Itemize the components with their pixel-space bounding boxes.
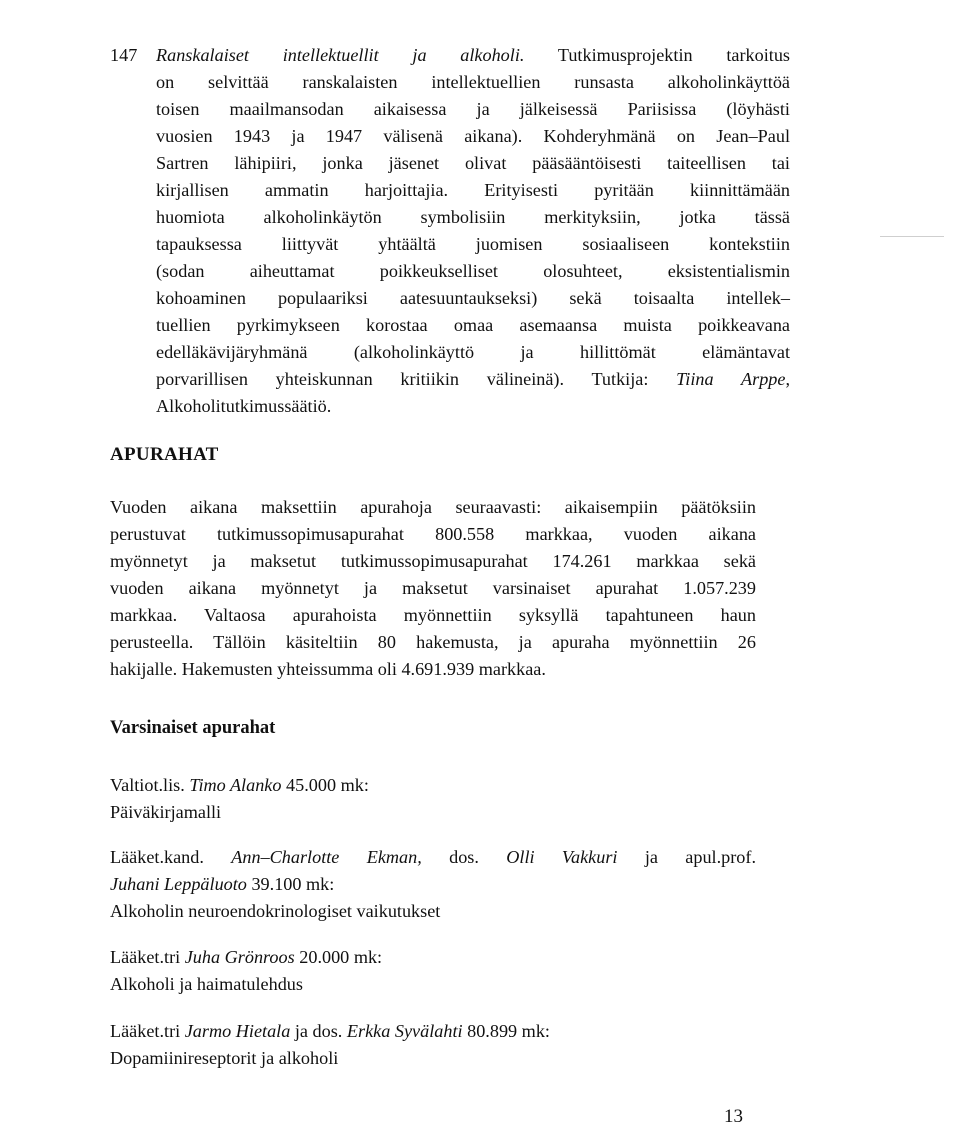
grant-entry (110, 944, 756, 998)
paragraph-line: Vuoden aikana maksettiin apurahoja seuraavasti: aikaisempiin päätöksiin (110, 497, 756, 517)
researcher-name: Tiina Arppe (676, 369, 786, 389)
grant-entry (110, 1018, 756, 1072)
project-line: Ranskalaiset intellektuellit ja alkoholi. Tutkimusprojektin tarkoitus (156, 45, 790, 65)
recipient-name: Juhani Leppäluoto (110, 874, 247, 894)
project-line: (sodan aiheuttamat poikkeukselliset olosuhteet, eksistentialismin (156, 261, 790, 281)
grant-topic: Päiväkirjamalli (110, 802, 222, 822)
recipient-name: Juha Grönroos (184, 947, 295, 967)
subsection-heading-regular-grants: Varsinaiset apurahat (110, 718, 276, 738)
project-line: vuosien 1943 ja 1947 välisenä aikana). Kohderyhmänä on Jean–Paul (156, 126, 790, 146)
scan-artifact (880, 236, 944, 237)
grant-recipient-line: Juhani Leppäluoto 39.100 mk: (110, 874, 335, 894)
recipient-name: Timo Alanko (189, 775, 282, 795)
grant-recipient-line: Lääket.tri Juha Grönroos 20.000 mk: (110, 947, 383, 967)
grant-recipient-line: Valtiot.lis. Timo Alanko 45.000 mk: (110, 775, 369, 795)
recipient-name: Jarmo Hietala (184, 1021, 291, 1041)
grant-entry (110, 772, 756, 826)
page-number: 13 (724, 1106, 743, 1127)
recipient-name: Ann–Charlotte Ekman, (231, 847, 422, 867)
project-description (156, 42, 790, 420)
project-line: Sartren lähipiiri, jonka jäsenet olivat pääsääntöisesti taiteellisen tai (156, 153, 790, 173)
grant-topic: Alkoholi ja haimatulehdus (110, 974, 303, 994)
project-entry (110, 42, 790, 420)
project-line: huomiota alkoholinkäytön symbolisiin merkityksiin, jotka tässä (156, 207, 790, 227)
paragraph-line: markkaa. Valtaosa apurahoista myönnettiin syksyllä tapahtuneen haun (110, 605, 756, 625)
project-line: edelläkävijäryhmänä (alkoholinkäyttö ja hillittömät elämäntavat (156, 342, 790, 362)
paragraph-line: perustuvat tutkimussopimusapurahat 800.558 markkaa, vuoden aikana (110, 524, 756, 544)
grant-topic: Alkoholin neuroendokrinologiset vaikutukset (110, 901, 441, 921)
section-heading-grants: APURAHAT (110, 444, 219, 465)
recipient-name: Erkka Syvälahti (346, 1021, 463, 1041)
grant-recipient-line: Lääket.kand. Ann–Charlotte Ekman, dos. Olli Vakkuri ja apul.prof. (110, 847, 757, 867)
project-number: 147 (110, 45, 138, 65)
project-line: tapauksessa liittyvät yhtäältä juomisen sosiaaliseen kontekstiin (156, 234, 790, 254)
project-line: tuellien pyrkimykseen korostaa omaa asemaansa muista poikkeavana (156, 315, 790, 335)
project-line: on selvittää ranskalaisten intellektuellien runsasta alkoholinkäyttöä (156, 72, 790, 92)
project-line: toisen maailmansodan aikaisessa ja jälkeisessä Pariisissa (löyhästi (156, 99, 790, 119)
project-title: Ranskalaiset intellektuellit ja alkoholi. (156, 45, 525, 65)
grant-entry (110, 844, 756, 925)
paragraph-line: myönnetyt ja maksetut tutkimussopimusapurahat 174.261 markkaa sekä (110, 551, 756, 571)
grant-recipient-line: Lääket.tri Jarmo Hietala ja dos. Erkka Syvälahti 80.899 mk: (110, 1021, 550, 1041)
grants-paragraph (110, 494, 756, 683)
recipient-name: Olli Vakkuri (506, 847, 618, 867)
paragraph-line: hakijalle. Hakemusten yhteissumma oli 4.691.939 markkaa. (110, 659, 546, 679)
project-line: kohoaminen populaariksi aatesuuntaukseksi) sekä toisaalta intellek– (156, 288, 790, 308)
paragraph-line: perusteella. Tällöin käsiteltiin 80 hakemusta, ja apuraha myönnettiin 26 (110, 632, 756, 652)
project-line: kirjallisen ammatin harjoittajia. Erityisesti pyritään kiinnittämään (156, 180, 790, 200)
project-line: porvarillisen yhteiskunnan kritiikin välineinä). Tutkija: Tiina Arppe, (156, 369, 790, 389)
grant-topic: Dopamiinireseptorit ja alkoholi (110, 1048, 339, 1068)
paragraph-line: vuoden aikana myönnetyt ja maksetut varsinaiset apurahat 1.057.239 (110, 578, 756, 598)
project-line: Alkoholitutkimussäätiö. (156, 396, 332, 416)
